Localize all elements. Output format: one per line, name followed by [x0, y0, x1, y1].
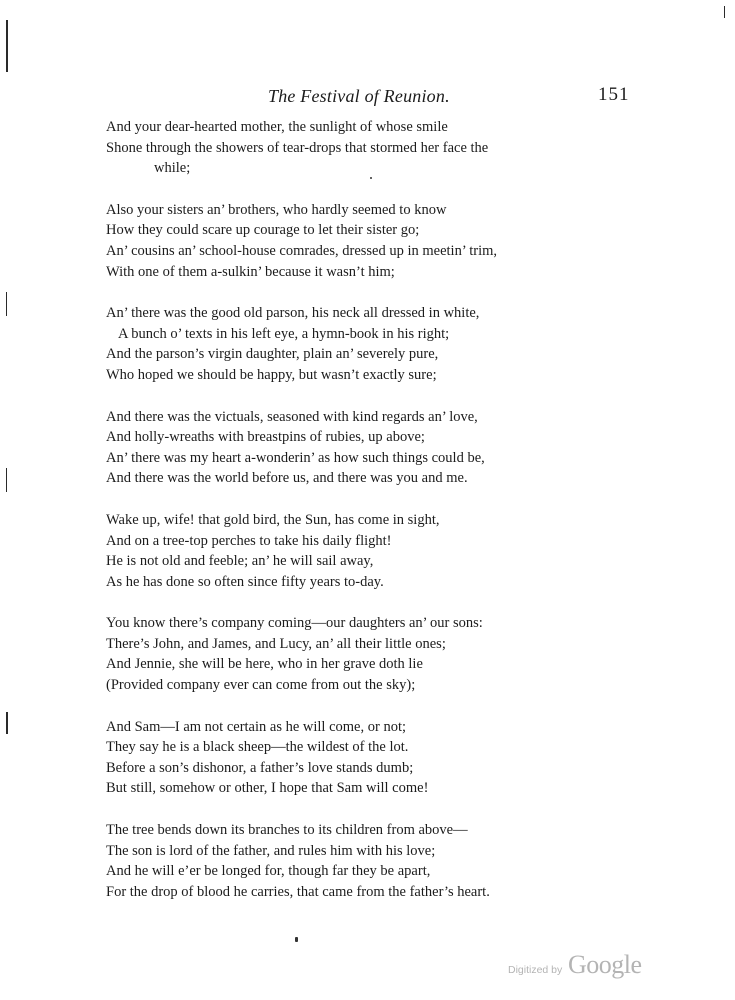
right-edge-mark [724, 6, 725, 18]
running-header [0, 86, 735, 110]
poem-line: An’ there was my heart a-wonderin’ as how such things could be, [106, 449, 485, 466]
poem-line: And holly-wreaths with breastpins of rubies, up above; [106, 429, 425, 446]
digitization-watermark [508, 950, 658, 984]
poem-line: How they could scare up courage to let their sister go; [106, 222, 420, 239]
stanza [106, 510, 646, 592]
poem-line: And he will e’er be longed for, though far they be apart, [106, 863, 431, 880]
poem-line: With one of them a-sulkin’ because it wasn’t him; [106, 263, 395, 280]
poem-line: He is not old and feeble; an’ he will sail away, [106, 553, 374, 570]
poem-line: An’ cousins an’ school-house comrades, dressed up in meetin’ trim, [106, 242, 497, 259]
poem-line: You know there’s company coming—our daughters an’ our sons: [106, 615, 483, 632]
left-edge-mark-bottom [6, 712, 8, 734]
poem-line: And Jennie, she will be here, who in her grave doth lie [106, 656, 423, 673]
stanza [106, 820, 646, 902]
poem-body [106, 117, 646, 923]
poem-line: Shone through the showers of tear-drops that stormed her face the [106, 139, 489, 156]
watermark-digitized-label: Digitized by [508, 964, 563, 976]
poem-line: And on a tree-top perches to take his daily flight! [106, 532, 392, 549]
google-logo: Google [568, 950, 642, 979]
poem-line: As he has done so often since fifty years to-day. [106, 573, 384, 590]
poem-line: There’s John, and James, and Lucy, an’ all their little ones; [106, 635, 446, 652]
stanza [106, 613, 646, 695]
left-edge-mark-mid [6, 292, 7, 316]
ink-speck [295, 937, 298, 942]
stanza [106, 117, 646, 179]
stanza [106, 407, 646, 489]
poem-line: The son is lord of the father, and rules him with his love; [106, 842, 436, 859]
poem-line: Who hoped we should be happy, but wasn’t exactly sure; [106, 366, 437, 383]
poem-line: Before a son’s dishonor, a father’s love stands dumb; [106, 759, 414, 776]
stanza [106, 200, 646, 282]
chapter-title: The Festival of Reunion. [268, 86, 450, 106]
poem-line: They say he is a black sheep—the wildest of the lot. [106, 739, 409, 756]
left-edge-mark-top [6, 20, 8, 72]
poem-line: But still, somehow or other, I hope that Sam will come! [106, 780, 429, 797]
poem-line: For the drop of blood he carries, that came from the father’s heart. [106, 883, 490, 900]
poem-line: And there was the world before us, and there was you and me. [106, 470, 468, 487]
poem-line: And your dear-hearted mother, the sunlight of whose smile [106, 119, 448, 135]
poem-line: And Sam—I am not certain as he will come, or not; [106, 718, 406, 735]
poem-line: And there was the victuals, seasoned with kind regards an’ love, [106, 408, 478, 425]
page-number: 151 [598, 84, 630, 105]
poem-line: Also your sisters an’ brothers, who hardly seemed to know [106, 201, 447, 218]
poem-line: A bunch o’ texts in his left eye, a hymn-book in his right; [118, 325, 450, 342]
poem-line: while; [154, 160, 191, 177]
poem-line: Wake up, wife! that gold bird, the Sun, has come in sight, [106, 511, 440, 528]
poem-line: (Provided company ever can come from out the sky); [106, 677, 416, 694]
poem-line: An’ there was the good old parson, his neck all dressed in white, [106, 305, 480, 322]
left-edge-mark-low [6, 468, 7, 492]
stanza [106, 303, 646, 385]
stanza [106, 717, 646, 799]
poem-line: The tree bends down its branches to its children from above— [106, 822, 468, 839]
poem-line: And the parson’s virgin daughter, plain an’ severely pure, [106, 346, 439, 363]
